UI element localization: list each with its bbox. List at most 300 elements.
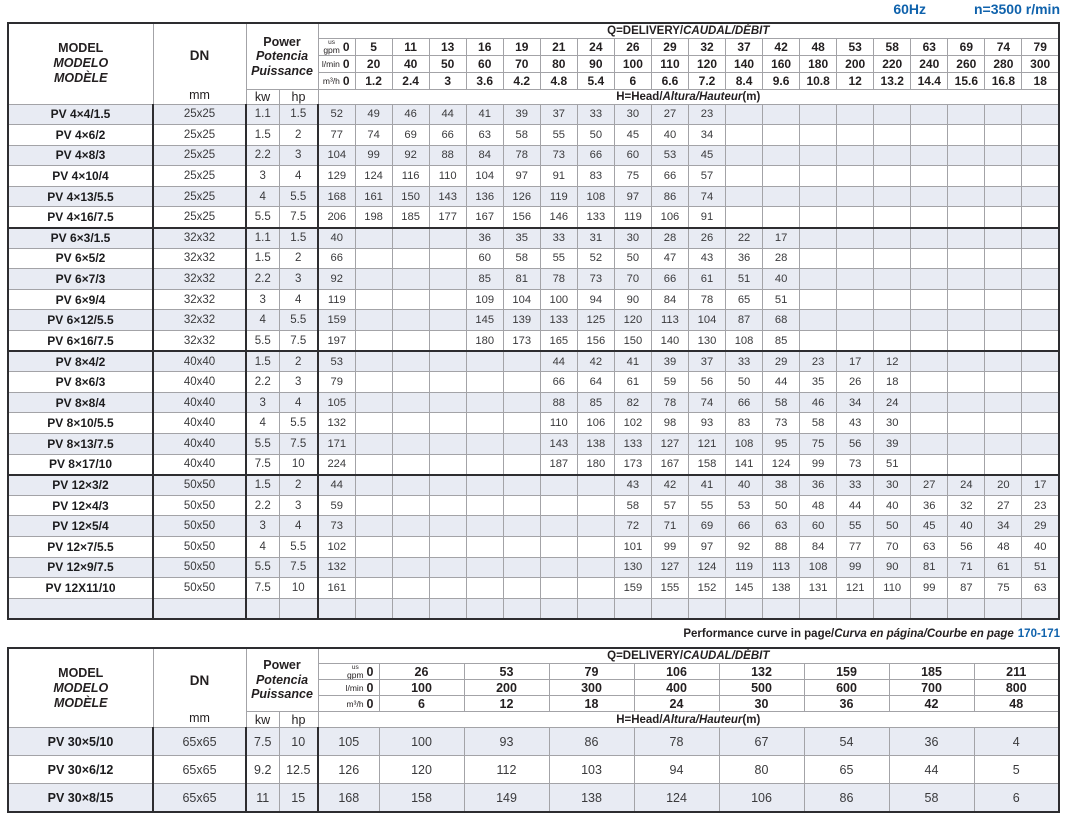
head-value-cell <box>985 248 1022 269</box>
model-cell: PV 6×16/7.5 <box>8 331 153 352</box>
power-header-es: Potencia <box>255 672 309 687</box>
head-value-cell: 116 <box>392 166 429 187</box>
head-value-cell <box>874 104 911 125</box>
head-value-cell <box>800 269 837 290</box>
kw-cell: 7.5 <box>246 728 279 756</box>
head-value-cell: 29 <box>1022 516 1059 537</box>
head-value-cell <box>392 248 429 269</box>
curve-note-i18n: Curva en página/Courbe en page <box>834 627 1014 640</box>
head-value-cell: 50 <box>614 248 651 269</box>
head-value-cell <box>466 536 503 557</box>
head-value-cell <box>392 557 429 578</box>
head-value-cell: 143 <box>429 186 466 207</box>
kw-cell: 3 <box>246 289 279 310</box>
speed-label: n=3500 r/min <box>974 1 1060 17</box>
head-value-cell <box>1022 145 1059 166</box>
head-value-cell <box>985 598 1022 619</box>
head-value-cell: 30 <box>614 228 651 249</box>
head-value-cell: 34 <box>688 125 725 146</box>
pump-row <box>8 166 1059 187</box>
pump-row <box>8 728 1059 756</box>
dn-unit-label: mm <box>189 711 210 726</box>
head-value-cell <box>429 310 466 331</box>
dn-cell: 25x25 <box>153 104 246 125</box>
head-value-cell: 73 <box>540 145 577 166</box>
head-value-cell <box>503 578 540 599</box>
hp-cell: 5.5 <box>279 186 318 207</box>
head-value-cell: 23 <box>688 104 725 125</box>
pump-row <box>8 756 1059 784</box>
flow-value: 16 <box>466 38 503 55</box>
flow-value: 42 <box>763 38 800 55</box>
dn-cell: 40x40 <box>153 454 246 475</box>
head-value-cell: 150 <box>614 331 651 352</box>
head-value-cell <box>837 145 874 166</box>
dn-cell: 50x50 <box>153 475 246 496</box>
head-value-cell <box>466 392 503 413</box>
pump-row <box>8 516 1059 537</box>
kw-cell: 2.2 <box>246 269 279 290</box>
head-value-cell: 119 <box>726 557 763 578</box>
model-cell: PV 12×7/5.5 <box>8 536 153 557</box>
model-cell: PV 12X11/10 <box>8 578 153 599</box>
head-value-cell: 101 <box>614 536 651 557</box>
gpm-unit-label: us gpm <box>323 38 340 55</box>
head-value-cell: 60 <box>614 145 651 166</box>
head-value-cell <box>1022 413 1059 434</box>
head-value-cell: 57 <box>688 166 725 187</box>
head-value-cell <box>1022 598 1059 619</box>
head-value-cell <box>726 186 763 207</box>
head-value-cell: 73 <box>577 269 614 290</box>
flow-value: 300 <box>549 680 634 696</box>
kw-cell <box>246 598 279 619</box>
head-value-cell <box>911 269 948 290</box>
head-value-cell: 121 <box>688 434 725 455</box>
head-value-cell <box>466 454 503 475</box>
flow-value: 18 <box>549 696 634 712</box>
head-value-cell: 129 <box>318 166 355 187</box>
head-value-cell: 51 <box>763 289 800 310</box>
head-value-cell <box>392 475 429 496</box>
head-value-cell <box>948 392 985 413</box>
head-value-cell: 127 <box>651 434 688 455</box>
head-value-cell: 110 <box>429 166 466 187</box>
head-value-cell <box>540 578 577 599</box>
head-value-cell <box>392 413 429 434</box>
head-value-cell: 41 <box>466 104 503 125</box>
head-value-cell <box>503 413 540 434</box>
head-value-cell <box>1022 392 1059 413</box>
head-value-cell <box>911 454 948 475</box>
head-value-cell: 56 <box>688 372 725 393</box>
flow-unit-gpm-cell <box>318 664 379 680</box>
flow-value: 11 <box>392 38 429 55</box>
head-value-cell: 57 <box>651 495 688 516</box>
dn-column-header <box>153 648 246 728</box>
head-value-cell: 99 <box>911 578 948 599</box>
head-value-cell <box>503 475 540 496</box>
hp-cell: 4 <box>279 392 318 413</box>
dn-label: DN <box>189 48 210 63</box>
head-value-cell <box>355 557 392 578</box>
model-column-header <box>8 23 153 104</box>
head-value-cell: 92 <box>392 145 429 166</box>
model-cell: PV 12×3/2 <box>8 475 153 496</box>
flow-value: 19 <box>503 38 540 55</box>
pump-row <box>8 269 1059 290</box>
head-value-cell: 90 <box>874 557 911 578</box>
head-value-cell: 40 <box>763 269 800 290</box>
head-value-cell <box>948 454 985 475</box>
hp-cell: 3 <box>279 372 318 393</box>
head-value-cell <box>948 166 985 187</box>
head-value-cell <box>1022 186 1059 207</box>
head-value-cell <box>985 166 1022 187</box>
flow-value: 36 <box>804 696 889 712</box>
head-value-cell <box>911 248 948 269</box>
head-value-cell: 64 <box>577 372 614 393</box>
head-value-cell: 33 <box>837 475 874 496</box>
head-value-cell: 35 <box>800 372 837 393</box>
head-value-cell <box>577 578 614 599</box>
flow-value: 21 <box>540 38 577 55</box>
head-value-cell: 146 <box>540 207 577 228</box>
head-value-cell: 43 <box>614 475 651 496</box>
flow-value: 15.6 <box>948 72 985 89</box>
hp-cell: 3 <box>279 269 318 290</box>
head-value-cell <box>577 536 614 557</box>
head-value-cell <box>466 598 503 619</box>
head-value-cell <box>355 475 392 496</box>
head-value-cell <box>355 536 392 557</box>
head-value-cell: 108 <box>577 186 614 207</box>
kw-cell: 2.2 <box>246 495 279 516</box>
dn-cell: 40x40 <box>153 413 246 434</box>
dn-cell: 32x32 <box>153 331 246 352</box>
head-value-cell: 24 <box>948 475 985 496</box>
head-value-cell: 59 <box>651 372 688 393</box>
head-value-cell: 94 <box>634 756 719 784</box>
head-value-cell: 187 <box>540 454 577 475</box>
head-value-cell: 5 <box>974 756 1059 784</box>
flow-value: 4.8 <box>540 72 577 89</box>
head-value-cell <box>985 413 1022 434</box>
head-value-cell: 75 <box>614 166 651 187</box>
head-value-cell: 75 <box>985 578 1022 599</box>
pump-row <box>8 145 1059 166</box>
hp-cell: 12.5 <box>279 756 318 784</box>
head-value-cell <box>355 495 392 516</box>
head-value-cell: 31 <box>577 228 614 249</box>
head-value-cell: 66 <box>726 392 763 413</box>
head-value-cell: 100 <box>379 728 464 756</box>
head-value-cell: 97 <box>688 536 725 557</box>
head-value-cell: 121 <box>837 578 874 599</box>
performance-curve-note <box>7 628 1060 640</box>
head-value-cell: 99 <box>355 145 392 166</box>
head-value-cell: 63 <box>911 536 948 557</box>
head-title-unit: (m) <box>742 713 761 726</box>
head-value-cell <box>429 516 466 537</box>
head-value-cell <box>540 495 577 516</box>
kw-cell: 5.5 <box>246 434 279 455</box>
head-value-cell <box>429 434 466 455</box>
lmin-unit-label: l/min <box>345 682 364 693</box>
head-value-cell <box>355 598 392 619</box>
flow-value: 185 <box>889 664 974 680</box>
curve-note-page-link[interactable]: 170-171 <box>1017 627 1060 640</box>
head-value-cell <box>355 269 392 290</box>
head-value-cell: 55 <box>540 248 577 269</box>
hp-cell: 15 <box>279 784 318 812</box>
head-value-cell: 17 <box>763 228 800 249</box>
head-value-cell <box>985 186 1022 207</box>
head-value-cell <box>763 125 800 146</box>
head-value-cell: 108 <box>800 557 837 578</box>
head-value-cell: 67 <box>719 728 804 756</box>
head-value-cell <box>355 578 392 599</box>
m3h-unit-label: m³/h <box>322 75 340 86</box>
pump-row <box>8 248 1059 269</box>
head-value-cell <box>948 248 985 269</box>
head-value-cell <box>1022 331 1059 352</box>
flow-value: 42 <box>889 696 974 712</box>
head-value-cell: 119 <box>540 186 577 207</box>
head-value-cell: 173 <box>614 454 651 475</box>
head-value-cell: 58 <box>763 392 800 413</box>
head-value-cell <box>355 228 392 249</box>
head-value-cell <box>540 536 577 557</box>
dn-cell: 65x65 <box>153 784 246 812</box>
model-cell: PV 6×12/5.5 <box>8 310 153 331</box>
head-value-cell: 40 <box>726 475 763 496</box>
head-value-cell: 78 <box>503 145 540 166</box>
head-value-cell <box>466 516 503 537</box>
head-value-cell: 127 <box>651 557 688 578</box>
hp-cell: 4 <box>279 516 318 537</box>
head-value-cell <box>726 145 763 166</box>
flow-value: 7.2 <box>688 72 725 89</box>
model-cell: PV 4×16/7.5 <box>8 207 153 228</box>
head-value-cell: 46 <box>800 392 837 413</box>
model-cell: PV 12×5/4 <box>8 516 153 537</box>
head-value-cell: 180 <box>577 454 614 475</box>
head-value-cell: 136 <box>466 186 503 207</box>
pump-row <box>8 351 1059 372</box>
head-value-cell: 104 <box>318 145 355 166</box>
hp-column-header: hp <box>279 89 318 104</box>
head-value-cell: 113 <box>651 310 688 331</box>
head-value-cell: 46 <box>392 104 429 125</box>
model-cell: PV 8×10/5.5 <box>8 413 153 434</box>
flow-value: 79 <box>1022 38 1059 55</box>
head-value-cell <box>911 372 948 393</box>
head-value-cell <box>837 248 874 269</box>
head-value-cell: 165 <box>540 331 577 352</box>
delivery-title-i18n: CAUDAL/DÉBIT <box>683 650 770 663</box>
head-title-i18n: Altura/Hauteur <box>662 90 743 103</box>
head-value-cell: 24 <box>874 392 911 413</box>
head-value-cell: 74 <box>688 392 725 413</box>
head-value-cell: 168 <box>318 186 355 207</box>
head-value-cell: 78 <box>540 269 577 290</box>
flow-value: 0 <box>342 39 350 54</box>
head-value-cell: 41 <box>688 475 725 496</box>
head-value-cell <box>503 351 540 372</box>
kw-cell: 9.2 <box>246 756 279 784</box>
head-value-cell <box>911 228 948 249</box>
head-value-cell: 40 <box>1022 536 1059 557</box>
head-value-cell: 66 <box>651 269 688 290</box>
head-value-cell <box>837 269 874 290</box>
flow-value: 0 <box>366 664 374 679</box>
head-value-cell <box>355 454 392 475</box>
head-value-cell: 141 <box>726 454 763 475</box>
head-value-cell: 124 <box>355 166 392 187</box>
head-value-cell <box>503 454 540 475</box>
head-value-cell: 130 <box>614 557 651 578</box>
head-value-cell: 180 <box>466 331 503 352</box>
head-value-cell: 40 <box>318 228 355 249</box>
head-value-cell <box>503 557 540 578</box>
dn-cell: 25x25 <box>153 207 246 228</box>
head-value-cell: 159 <box>318 310 355 331</box>
head-value-cell: 171 <box>318 434 355 455</box>
head-value-cell <box>948 104 985 125</box>
head-value-cell <box>948 125 985 146</box>
head-value-cell: 106 <box>719 784 804 812</box>
model-cell: PV 12×4/3 <box>8 495 153 516</box>
head-value-cell: 120 <box>614 310 651 331</box>
flow-value: 220 <box>874 55 911 72</box>
head-value-cell <box>466 434 503 455</box>
head-value-cell: 95 <box>763 434 800 455</box>
head-value-cell: 65 <box>726 289 763 310</box>
flow-value: 2.4 <box>392 72 429 89</box>
head-value-cell: 104 <box>466 166 503 187</box>
head-value-cell: 85 <box>577 392 614 413</box>
head-value-cell: 53 <box>726 495 763 516</box>
head-value-cell <box>429 454 466 475</box>
flow-value: 37 <box>726 38 763 55</box>
head-value-cell <box>874 228 911 249</box>
head-value-cell: 33 <box>577 104 614 125</box>
head-value-cell: 161 <box>355 186 392 207</box>
dn-cell: 50x50 <box>153 536 246 557</box>
dn-cell: 25x25 <box>153 166 246 187</box>
flow-value: 500 <box>719 680 804 696</box>
hp-cell: 3 <box>279 495 318 516</box>
flow-value: 90 <box>577 55 614 72</box>
head-value-cell: 156 <box>503 207 540 228</box>
head-value-cell: 40 <box>948 516 985 537</box>
head-value-cell: 43 <box>837 413 874 434</box>
head-value-cell: 61 <box>688 269 725 290</box>
hp-cell: 7.5 <box>279 331 318 352</box>
pump-row <box>8 331 1059 352</box>
head-value-cell <box>948 207 985 228</box>
head-value-cell: 45 <box>911 516 948 537</box>
head-value-cell <box>577 475 614 496</box>
head-value-cell: 91 <box>540 166 577 187</box>
head-value-cell: 132 <box>318 557 355 578</box>
head-value-cell: 84 <box>651 289 688 310</box>
head-value-cell <box>429 392 466 413</box>
head-value-cell <box>837 207 874 228</box>
head-value-cell <box>874 207 911 228</box>
dn-cell: 40x40 <box>153 392 246 413</box>
hp-cell <box>279 598 318 619</box>
head-value-cell: 72 <box>614 516 651 537</box>
hp-cell: 5.5 <box>279 536 318 557</box>
head-value-cell: 94 <box>577 289 614 310</box>
head-value-cell <box>1022 289 1059 310</box>
head-value-cell: 83 <box>577 166 614 187</box>
kw-cell: 3 <box>246 516 279 537</box>
head-value-cell: 17 <box>1022 475 1059 496</box>
head-value-cell <box>355 392 392 413</box>
head-value-cell: 66 <box>540 372 577 393</box>
flow-value: 14.4 <box>911 72 948 89</box>
head-value-cell: 36 <box>889 728 974 756</box>
head-value-cell: 44 <box>318 475 355 496</box>
head-value-cell: 52 <box>577 248 614 269</box>
head-value-cell <box>985 331 1022 352</box>
head-value-cell <box>392 454 429 475</box>
head-value-cell <box>503 434 540 455</box>
head-value-cell: 133 <box>577 207 614 228</box>
head-value-cell: 185 <box>392 207 429 228</box>
hp-cell: 2 <box>279 125 318 146</box>
head-value-cell: 50 <box>577 125 614 146</box>
dn-unit-label: mm <box>189 87 210 102</box>
head-value-cell: 66 <box>651 166 688 187</box>
pump-row <box>8 495 1059 516</box>
head-value-cell <box>429 228 466 249</box>
head-value-cell <box>1022 454 1059 475</box>
head-value-cell <box>466 495 503 516</box>
head-value-cell <box>466 578 503 599</box>
head-value-cell <box>800 289 837 310</box>
head-value-cell: 33 <box>540 228 577 249</box>
head-value-cell: 66 <box>429 125 466 146</box>
flow-value: 12 <box>837 72 874 89</box>
head-value-cell: 36 <box>466 228 503 249</box>
head-value-cell <box>429 289 466 310</box>
head-value-cell <box>726 598 763 619</box>
flow-unit-m3h-cell <box>318 72 355 89</box>
flow-value: 5.4 <box>577 72 614 89</box>
head-value-cell: 55 <box>540 125 577 146</box>
head-value-cell: 27 <box>651 104 688 125</box>
flow-value: 1.2 <box>355 72 392 89</box>
head-value-cell <box>429 372 466 393</box>
pump-row <box>8 125 1059 146</box>
flow-value: 16.8 <box>985 72 1022 89</box>
model-cell: PV 30×8/15 <box>8 784 153 812</box>
head-value-cell: 30 <box>614 104 651 125</box>
flow-value: 110 <box>651 55 688 72</box>
head-value-cell: 53 <box>318 351 355 372</box>
flow-value: 160 <box>763 55 800 72</box>
head-value-cell: 86 <box>651 186 688 207</box>
hp-cell: 7.5 <box>279 434 318 455</box>
head-value-cell <box>874 248 911 269</box>
dn-cell: 40x40 <box>153 434 246 455</box>
head-value-cell <box>837 310 874 331</box>
head-value-cell: 143 <box>540 434 577 455</box>
